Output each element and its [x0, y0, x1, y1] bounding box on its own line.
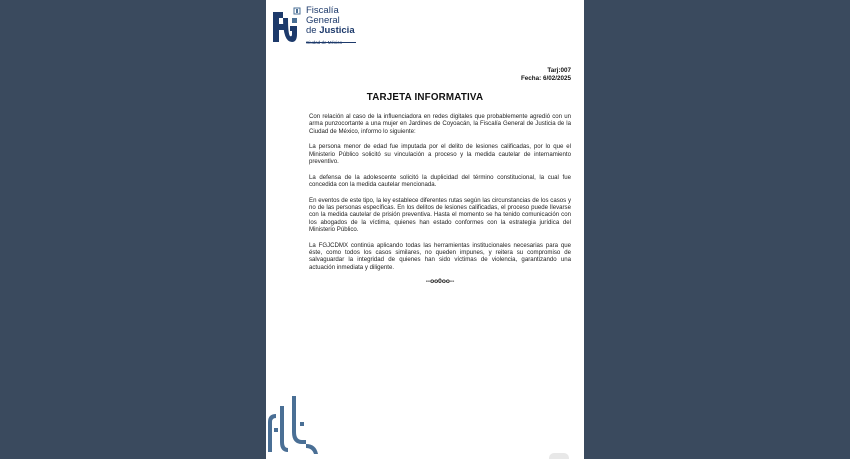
footer-ornament [549, 453, 569, 459]
footer-emblem-icon [266, 392, 330, 459]
logo-line-3-bold: Justicia [319, 25, 355, 36]
document-title: TARJETA INFORMATIVA [366, 92, 484, 103]
logo-line-3 [306, 26, 355, 36]
paragraph: Con relación al caso de la influenciadora en redes digitales que probablemente agredió con un arma punzocortante a una mujer en Jardines de Coyoacán, la Fiscalía General de Justicia de la Ciudad de México, informo lo siguiente: [309, 113, 571, 135]
fgj-logo-mark-icon [270, 4, 302, 48]
document-page [266, 0, 584, 459]
paragraph: La FGJCDMX continúa aplicando todas las herramientas institucionales necesarias para que éste, como todos los casos similares, no queden impunes, y reitera su compromiso de salvaguardar la integridad de quienes han sido víctimas de violencia, garantizando una actuación inmediata y diligente. [309, 241, 571, 271]
document-body [309, 113, 571, 285]
fgj-logo [270, 4, 360, 48]
card-date: Fecha: 6/02/2025 [520, 75, 571, 82]
logo-line-3-prefix: de [306, 25, 320, 36]
card-meta [521, 67, 571, 83]
paragraph: En eventos de este tipo, la ley establece diferentes rutas según las circunstancias de los casos y no de las personas específicas. En los delitos de lesiones calificadas, el proceso puede llevarse con la medida cautelar de prisión preventiva. Hasta el momento se ha tenido comunicación con los abogados de la víctima, quienes han estado conformes con la estrategia jurídica del Ministerio Público. [309, 196, 571, 234]
paragraph: La defensa de la adolescente solicitó la duplicidad del término constitucional, la cual fue concedida con la medida cautelar mencionada. [309, 173, 571, 189]
logo-line-2: General [306, 15, 340, 26]
logo-line-4 [306, 38, 355, 48]
closing-mark: --oo0oo-- [425, 277, 455, 285]
logo-divider [306, 42, 356, 43]
logo-line-1: Fiscalía [306, 5, 339, 16]
paragraph: La persona menor de edad fue imputada por el delito de lesiones calificadas, por lo que el Ministerio Público solicitó su vinculación a proceso y la medida cautelar de internamiento preventivo. [309, 143, 571, 165]
card-number: Tarj:007 [547, 67, 571, 74]
